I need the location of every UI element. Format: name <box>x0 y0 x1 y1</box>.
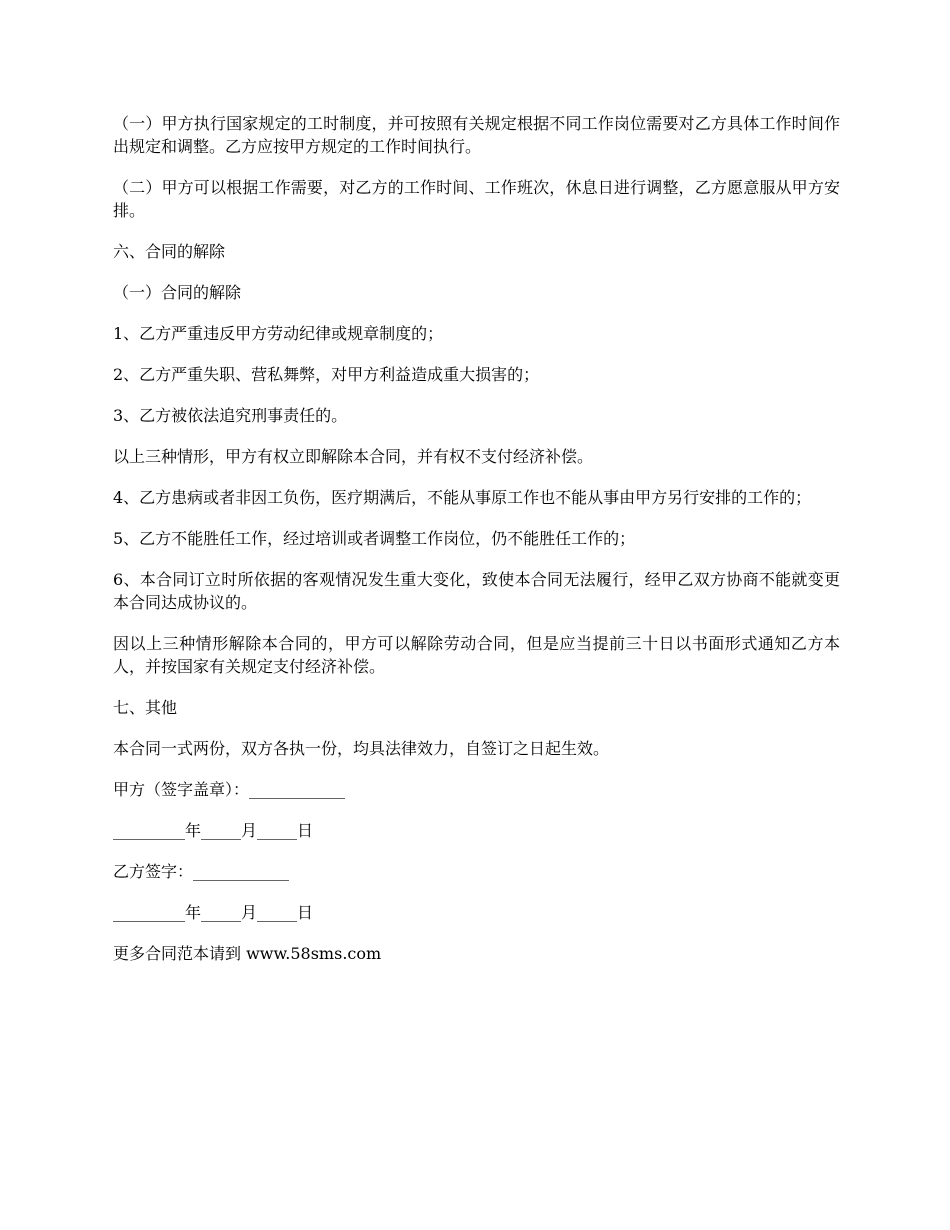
termination-item-1: 1、乙方严重违反甲方劳动纪律或规章制度的； <box>113 324 444 343</box>
party-b-date-line: _________年_____月_____日 <box>113 903 314 922</box>
party-a-date-line: _________年_____月_____日 <box>113 821 314 840</box>
party-a-signature-line: 甲方（签字盖章）：____________ <box>113 780 346 799</box>
subsection-heading-termination: （一）合同的解除 <box>113 283 242 302</box>
clause-work-hours-2: （二）甲方可以根据工作需要，对乙方的工作时间、工作班次，休息日进行调整，乙方愿意服从甲方安排。 <box>113 178 840 220</box>
clause-work-hours-1: （一）甲方执行国家规定的工时制度，并可按照有关规定根据不同工作岗位需要对乙方具体工作时间作出规定和调整。乙方应按甲方规定的工作时间执行。 <box>113 114 840 156</box>
party-b-signature-line: 乙方签字：____________ <box>113 862 290 881</box>
section-heading-termination: 六、合同的解除 <box>113 242 226 261</box>
clause-copies: 本合同一式两份，双方各执一份，均具法律效力，自签订之日起生效。 <box>113 739 610 758</box>
termination-summary-1: 以上三种情形，甲方有权立即解除本合同，并有权不支付经济补偿。 <box>113 447 594 466</box>
termination-item-4: 4、乙方患病或者非因工负伤，医疗期满后，不能从事原工作也不能从事由甲方另行安排的工作的； <box>113 488 812 507</box>
footer-website-note: 更多合同范本请到 www.58sms.com <box>113 944 382 963</box>
termination-item-2: 2、乙方严重失职、营私舞弊，对甲方利益造成重大损害的； <box>113 365 540 384</box>
termination-item-6: 6、本合同订立时所依据的客观情况发生重大变化，致使本合同无法履行，经甲乙双方协商不能就变更本合同达成协议的。 <box>113 570 840 612</box>
document-page <box>113 112 840 983</box>
termination-item-3: 3、乙方被依法追究刑事责任的。 <box>113 406 348 425</box>
termination-summary-2: 因以上三种情形解除本合同的，甲方可以解除劳动合同，但是应当提前三十日以书面形式通知乙方本人，并按国家有关规定支付经济补偿。 <box>113 634 840 676</box>
section-heading-other: 七、其他 <box>113 698 178 717</box>
termination-item-5: 5、乙方不能胜任工作，经过培训或者调整工作岗位，仍不能胜任工作的； <box>113 529 636 548</box>
